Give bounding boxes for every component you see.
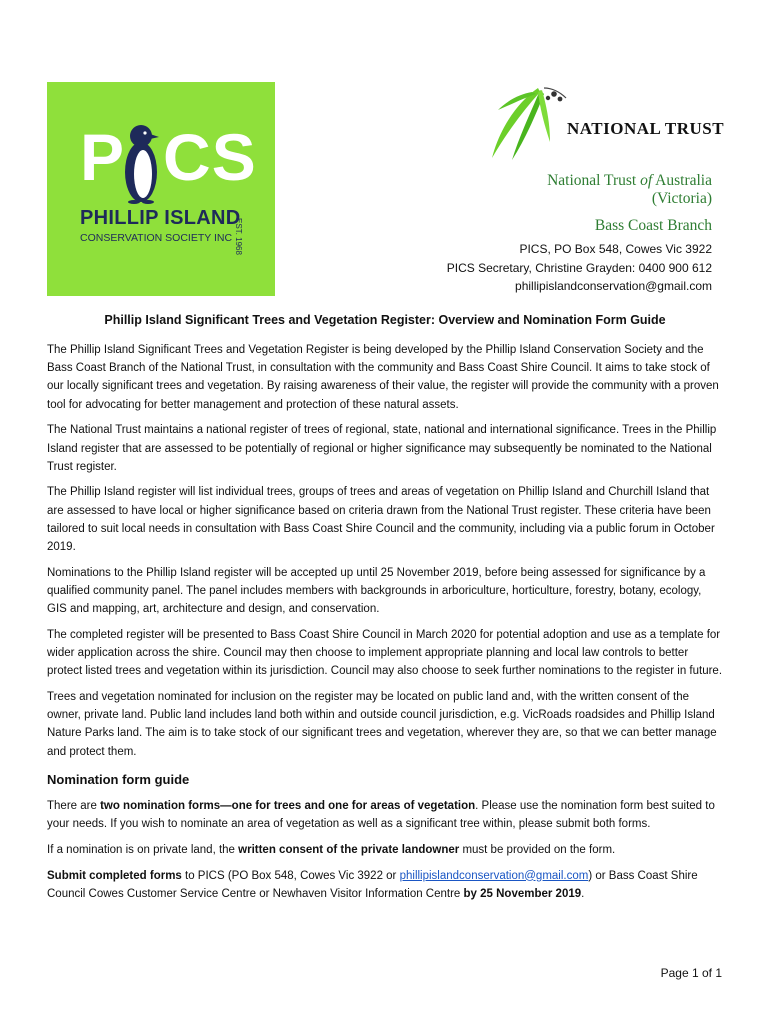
text-run-bold: written consent of the private landowner	[238, 843, 460, 856]
text-run-bold: two nomination forms—one for trees and one for areas of vegetation	[100, 799, 476, 812]
contact-secretary: PICS Secretary, Christine Grayden: 0400 900 612	[446, 260, 712, 275]
text-run: to PICS (PO Box 548, Cowes Vic 3922 or	[181, 869, 400, 882]
text-run: .	[581, 887, 585, 900]
pics-logo	[47, 82, 275, 296]
contact-email: phillipislandconservation@gmail.com	[515, 279, 712, 293]
penguin-icon	[122, 122, 160, 204]
email-link[interactable]: phillipislandconservation@gmail.com	[399, 869, 589, 882]
national-trust-branch-name: Bass Coast Branch	[594, 217, 712, 234]
pics-logo-line1: PHILLIP ISLAND	[80, 207, 241, 229]
guide-paragraph-forms	[47, 797, 723, 833]
text-run-bold: by 25 November 2019	[463, 887, 582, 900]
paragraph: Trees and vegetation nominated for inclusion on the register may be located on public land and, with the written consent of the owner, private land. Public land includes land both within and outside council jurisdiction, e.g. VicRoads roadsides and Phillip Island Nature Parks land. The aim is to take stock of our significant trees and vegetation, wherever they are, so that we can better manage and protect them.	[47, 690, 717, 758]
contact-address: PICS, PO Box 548, Cowes Vic 3922	[519, 242, 712, 256]
text-run: must be provided on the form.	[459, 843, 616, 856]
pics-logo-letter-p: P	[80, 120, 126, 194]
text-run: If a nomination is on private land, the	[47, 843, 239, 856]
text-run: There are	[47, 799, 101, 812]
pics-logo-est: EST. 1968	[234, 218, 243, 255]
org-line1-part-c: Australia	[652, 172, 712, 189]
paragraph: The National Trust maintains a national register of trees of regional, state, national and international significance. Trees in the Phillip Island register that are assessed to be potentially of regional or higher significance may subsequently be nominated to the National Trust register.	[47, 424, 717, 473]
pics-logo-letters-cs: CS	[163, 120, 257, 194]
contact-block	[447, 240, 712, 296]
pics-logo-wordmark	[80, 120, 257, 194]
org-line1-part-a: National Trust	[547, 172, 641, 189]
text-run-bold: Submit completed forms	[47, 869, 182, 882]
national-trust-org-line2: (Victoria)	[651, 190, 712, 207]
national-trust-org-line1	[547, 172, 712, 190]
gum-leaf-icon	[488, 82, 570, 162]
guide-paragraph-consent	[47, 841, 723, 859]
paragraph: The Phillip Island Significant Trees and Vegetation Register is being developed by the Phillip Island Conservation Society and the Bass Coast Branch of the National Trust, in consultation with the community and Bass Coast Shire Council. It aims to take stock of our locally significant trees and vegetation. By raising awareness of their value, the register will provide the community with a proven tool for advocating for better management and protection of these natural assets.	[47, 344, 719, 411]
guide-paragraph-submit	[47, 867, 723, 903]
pics-logo-line2: CONSERVATION SOCIETY INC	[80, 232, 233, 244]
paragraph: Nominations to the Phillip Island register will be accepted up until 25 November 2019, before being assessed for significance by a qualified community panel. The panel includes members with backgrounds in arboriculture, horticulture, forestry, botany, ecology, GIS and mapping, art, architecture and design, and conservation.	[47, 566, 706, 616]
section-heading: Nomination form guide	[47, 771, 190, 787]
national-trust-logo-name: NATIONAL TRUST	[567, 119, 725, 138]
text-run: . Please use the nomination form best suited to your needs. If you wish to nominate an area of vegetation as well as a significant tree within, please submit both forms.	[47, 799, 715, 831]
org-line1-part-b: of	[640, 172, 653, 189]
paragraph: The completed register will be presented to Bass Coast Shire Council in March 2020 for potential adoption and use as a template for wider application across the shire. Council may then choose to implement appropriate planning and local law controls to better protect listed trees and vegetation within its jurisdiction. Council may also choose to seek further nominations to the register in future.	[47, 628, 723, 678]
text-run: ) or Bass Coast Shire Council Cowes Customer Service Centre or Newhaven Visitor Information Centre	[47, 869, 698, 900]
document-body	[47, 341, 723, 910]
national-trust-branch	[547, 172, 712, 235]
paragraph: The Phillip Island register will list individual trees, groups of trees and areas of vegetation on Phillip Island and Churchill Island that are assessed to have local or higher significance based on criteria drawn from the National Trust register. These criteria have been tailored to suit local needs in consultation with Bass Coast Shire Council and the community, including via a public forum in October 2019.	[47, 486, 715, 554]
page-number: Page 1 of 1	[660, 966, 722, 980]
page-title: Phillip Island Significant Trees and Vegetation Register: Overview and Nomination Form Guide	[104, 313, 666, 327]
